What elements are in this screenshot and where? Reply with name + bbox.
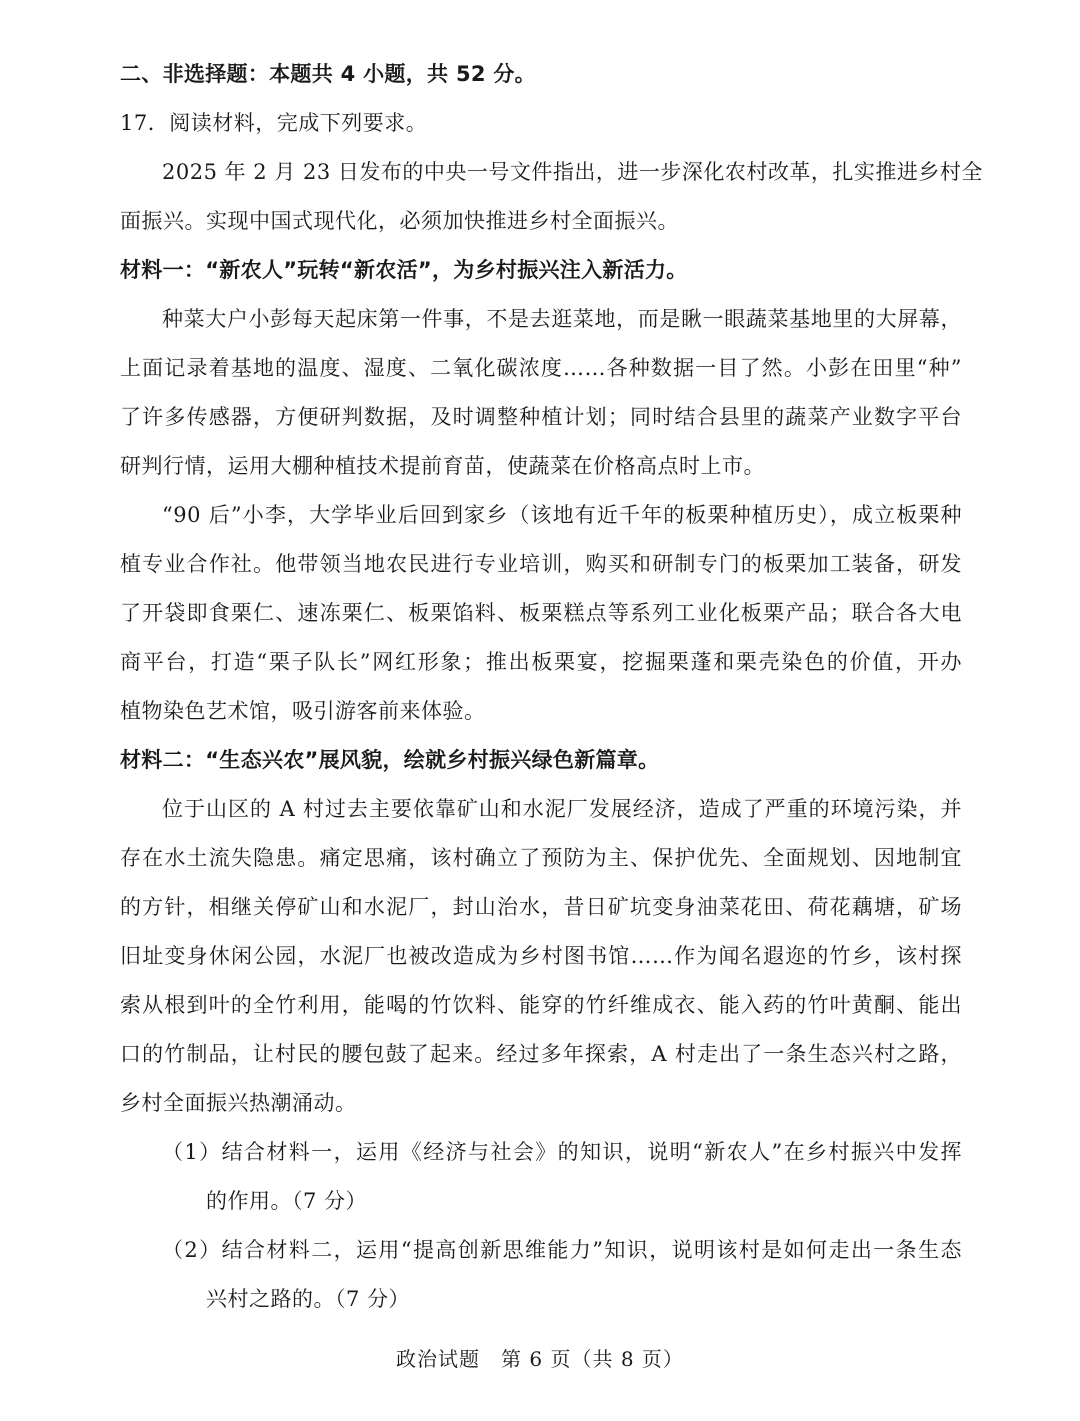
material1-para2-line: “90 后”小李，大学毕业后回到家乡（该地有近千年的板栗种植历史），成立板栗种 (162, 503, 962, 527)
material1-para1-line: 研判行情，运用大棚种植技术提前育苗，使蔬菜在价格高点时上市。 (120, 454, 765, 478)
material2-para-line: 的方针，相继关停矿山和水泥厂，封山治水，昔日矿坑变身油菜花田、荷花藕塘，矿场 (120, 895, 962, 919)
material1-para2-line: 植专业合作社。他带领当地农民进行专业培训，购买和研制专门的板栗加工装备，研发 (120, 552, 962, 576)
question-intro: 17．阅读材料，完成下列要求。 (120, 111, 428, 135)
context-line: 2025 年 2 月 23 日发布的中央一号文件指出，进一步深化农村改革，扎实推进乡村全 (162, 160, 983, 184)
material2-title: 材料二：“生态兴农”展风貌，绘就乡村振兴绿色新篇章。 (120, 748, 660, 772)
material1-para1-line: 种菜大户小彭每天起床第一件事，不是去逛菜地，而是瞅一眼蔬菜基地里的大屏幕， (162, 307, 962, 331)
material2-para-line: 口的竹制品，让村民的腰包鼓了起来。经过多年探索，A 村走出了一条生态兴村之路， (120, 1042, 962, 1066)
subquestion-1: （1）结合材料一，运用《经济与社会》的知识，说明“新农人”在乡村振兴中发挥 (162, 1140, 962, 1164)
material2-para-line: 乡村全面振兴热潮涌动。 (120, 1091, 357, 1115)
material2-para-line: 位于山区的 A 村过去主要依靠矿山和水泥厂发展经济，造成了严重的环境污染，并 (162, 797, 962, 821)
material1-para1-line: 了许多传感器，方便研判数据，及时调整种植计划；同时结合县里的蔬菜产业数字平台 (120, 405, 962, 429)
material2-para-line: 旧址变身休闲公园，水泥厂也被改造成为乡村图书馆……作为闻名遐迩的竹乡，该村探 (120, 944, 962, 968)
material1-para1-line: 上面记录着基地的温度、湿度、二氧化碳浓度……各种数据一目了然。小彭在田里“种” (120, 356, 962, 380)
section-heading: 二、非选择题：本题共 4 小题，共 52 分。 (120, 62, 536, 86)
material1-para2-line: 商平台，打造“栗子队长”网红形象；推出板栗宴，挖掘栗蓬和栗壳染色的价值，开办 (120, 650, 962, 674)
page-footer: 政治试题 第 6 页（共 8 页） (396, 1347, 684, 1371)
context-line: 面振兴。实现中国式现代化，必须加快推进乡村全面振兴。 (120, 209, 679, 233)
material2-para-line: 索从根到叶的全竹利用，能喝的竹饮料、能穿的竹纤维成衣、能入药的竹叶黄酮、能出 (120, 993, 962, 1017)
material2-para-line: 存在水土流失隐患。痛定思痛，该村确立了预防为主、保护优先、全面规划、因地制宜 (120, 846, 962, 870)
subquestion-1-cont: 的作用。（7 分） (206, 1189, 368, 1213)
material1-para2-line: 植物染色艺术馆，吸引游客前来体验。 (120, 699, 486, 723)
material1-para2-line: 了开袋即食栗仁、速冻栗仁、板栗馅料、板栗糕点等系列工业化板栗产品；联合各大电 (120, 601, 962, 625)
subquestion-2-cont: 兴村之路的。（7 分） (206, 1287, 411, 1311)
material1-title: 材料一：“新农人”玩转“新农活”，为乡村振兴注入新活力。 (120, 258, 688, 282)
subquestion-2: （2）结合材料二，运用“提高创新思维能力”知识，说明该村是如何走出一条生态 (162, 1238, 962, 1262)
